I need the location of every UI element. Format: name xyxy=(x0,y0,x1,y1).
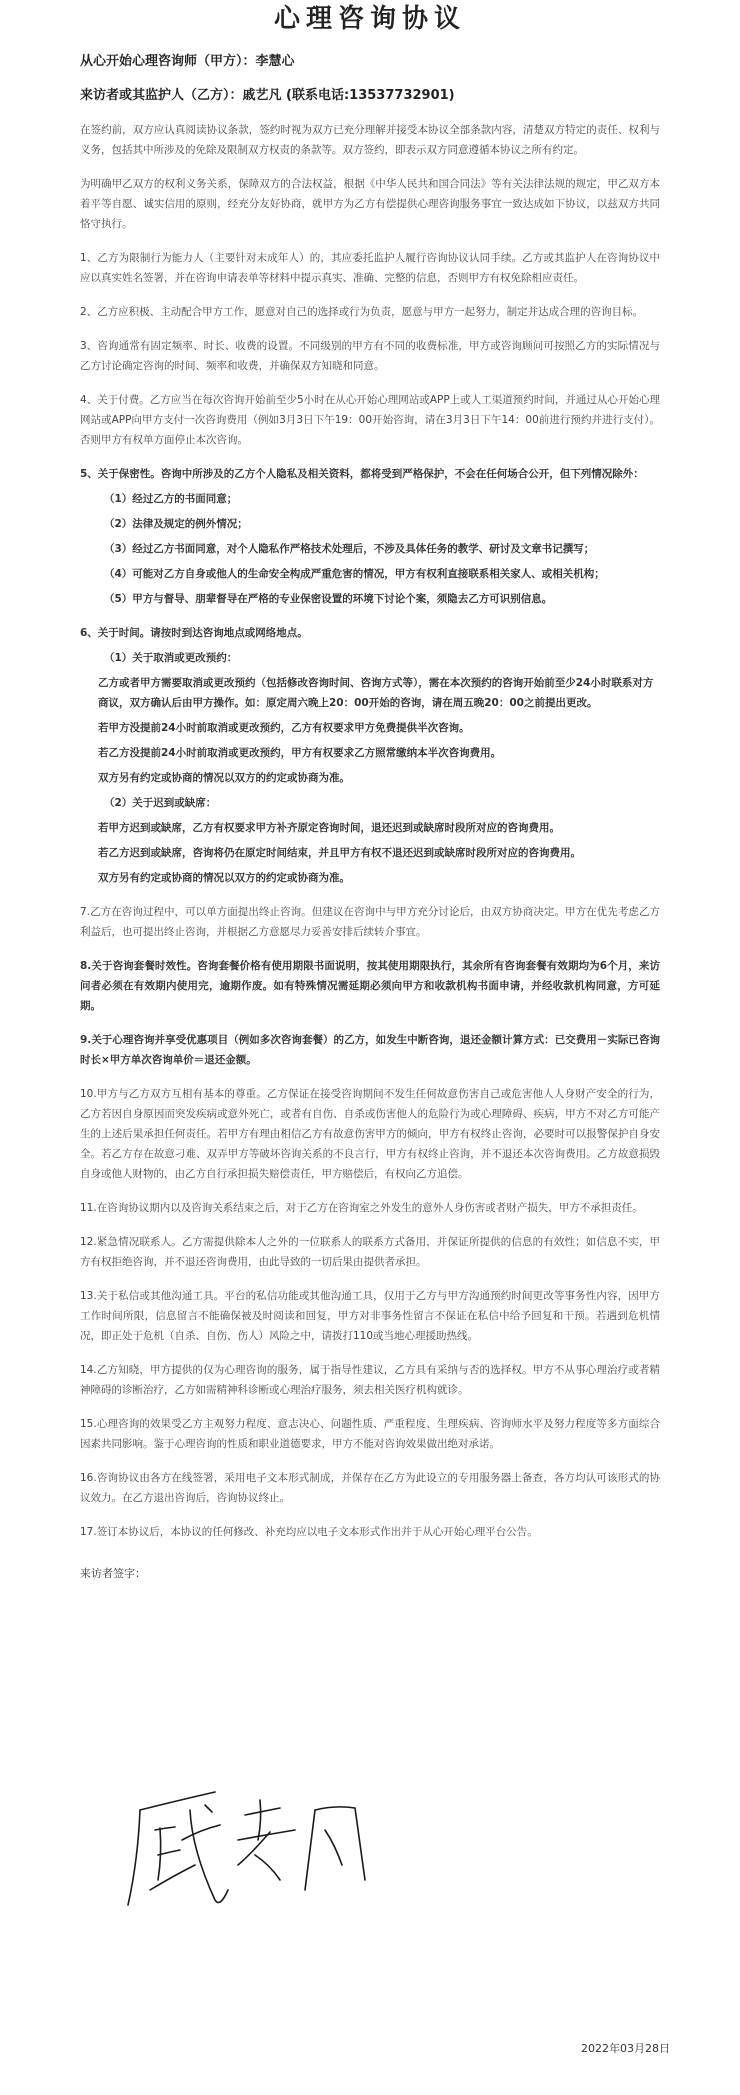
clause-16: 16.咨询协议由各方在线签署，采用电子文本形式制成，并保存在乙方为此设立的专用服务器上备查，各方均认可该形式的协议效力。在乙方退出咨询后，咨询协议终止。 xyxy=(80,1472,660,1504)
clause-9: 9.关于心理咨询并享受优惠项目（例如多次咨询套餐）的乙方，如发生中断咨询，退还金额计算方式：已交费用－实际已咨询时长×甲方单次咨询单价＝退还金额。 xyxy=(80,1034,660,1066)
clause-10: 10.甲方与乙方双方互相有基本的尊重。乙方保证在接受咨询期间不发生任何故意伤害自己或危害他人人身财产安全的行为，乙方若因自身原因而突发疾病或意外死亡，或者有自伤、自杀或伤害他人的危险行为或心理障碍、疾病，甲方不对乙方可能产生的上述后果承担任何责任。若甲方有理由相信乙方有故意伤害甲方的倾向，甲方有权终止咨询，必要时可以报警保护自身安全。若乙方存在故意刁难、双弄甲方等破坏咨询关系的不良言行，甲方有权终止咨询，并不退还本次咨询费用。乙方故意损毁自身或他人财物的，由乙方自行承担损失赔偿责任，甲方赔偿后，有权向乙方追偿。 xyxy=(80,1088,660,1180)
clause-5-item: （5）甲方与督导、朋辈督导在严格的专业保密设置的环境下讨论个案，须隐去乙方可识别信息。 xyxy=(104,593,553,605)
clause-6-sub-1-c: 双方另有约定或协商的情况以双方的约定或协商为准。 xyxy=(98,772,350,784)
clause-5: 5、关于保密性。咨询中所涉及的乙方个人隐私及相关资料，都将受到严格保护，不会在任何场合公开，但下列情况除外： xyxy=(80,468,644,480)
clause-6-sub-1-b: 若乙方没提前24小时前取消或更改预约，甲方有权要求乙方照常缴纳本半次咨询费用。 xyxy=(98,747,502,759)
clause-4: 4、关于付费。乙方应当在每次咨询开始前至少5小时在从心开始心理网站或APP上或人工渠道预约时间，并通过从心开始心理网站或APP向甲方支付一次咨询费用（例如3月3日下午19：00开始咨询，请在3月3日下午14：00前进行预约并进行支付）。否则甲方有权单方面停止本次咨询。 xyxy=(80,394,660,446)
intro-paragraph-1: 在签约前，双方应认真阅读协议条款，签约时视为双方已充分理解并接受本协议全部条款内容，清楚双方特定的责任、权利与义务，包括其中所涉及的免除及限制双方权责的条款等。双方签约，即表示双方同意遵循本协议之所有约定。 xyxy=(80,124,660,156)
clause-6-sub-2: （2）关于迟到或缺席： xyxy=(104,797,217,809)
clause-5-item: （3）经过乙方书面同意，对个人隐私作严格技术处理后，不涉及具体任务的教学、研讨及文章书记撰写； xyxy=(104,543,595,555)
clause-6-sub-1: （1）关于取消或更改预约： xyxy=(104,652,238,664)
page-title: 心理咨询协议 xyxy=(273,4,466,34)
signature-label: 来访者签字： xyxy=(80,1567,146,1580)
clause-6-sub-2-a: 若甲方迟到或缺席，乙方有权要求甲方补齐原定咨询时间，退还迟到或缺席时段所对应的咨询费用。 xyxy=(98,822,560,834)
intro-paragraph-2: 为明确甲乙双方的权利义务关系，保障双方的合法权益，根据《中华人民共和国合同法》等有关法律法规的规定，甲乙双方本着平等自愿、诚实信用的原则，经充分友好协商，就甲方为乙方有偿提供心理咨询服务事宜一致达成如下协议，以兹双方共同恪守执行。 xyxy=(80,178,660,230)
clause-11: 11.在咨询协议期内以及咨询关系结束之后，对于乙方在咨询室之外发生的意外人身伤害或者财产损失，甲方不承担责任。 xyxy=(80,1202,643,1214)
clause-5-item: （4）可能对乙方自身或他人的生命安全构成严重危害的情况，甲方有权利直接联系相关家人、或相关机构； xyxy=(104,568,605,580)
clause-12: 12.紧急情况联系人。乙方需提供除本人之外的一位联系人的联系方式备用，并保证所提供的信息的有效性；如信息不实，甲方有权拒绝咨询，并不退还咨询费用，由此导致的一切后果由提供者承担。 xyxy=(80,1236,660,1268)
clause-3: 3、咨询通常有固定频率、时长、收费的设置。不同级别的甲方有不同的收费标准，甲方或咨询顾问可按照乙方的实际情况与乙方讨论确定咨询的时间、频率和收费，并确保双方知晓和同意。 xyxy=(80,340,660,372)
clause-1: 1、乙方为限制行为能力人（主要针对未成年人）的，其应委托监护人履行咨询协议认同手续。乙方或其监护人在咨询协议中应以真实姓名签署，并在咨询申请表单等材料中提示真实、准确、完整的信息，否则甲方有权免除相应责任。 xyxy=(80,252,660,284)
clause-15: 15.心理咨询的效果受乙方主观努力程度、意志决心、问题性质、严重程度、生理疾病、咨询师水平及努力程度等多方面综合因素共同影响。鉴于心理咨询的性质和职业道德要求，甲方不能对咨询效果做出绝对承诺。 xyxy=(80,1418,660,1450)
clause-7: 7.乙方在咨询过程中，可以单方面提出终止咨询。但建议在咨询中与甲方充分讨论后，由双方协商决定。甲方在优先考虑乙方利益后，也可提出终止咨询，并根据乙方意愿尽力妥善安排后续转介事宜。 xyxy=(80,906,660,938)
clause-17: 17.签订本协议后，本协议的任何修改、补充均应以电子文本形式作出并于从心开始心理平台公告。 xyxy=(80,1526,538,1538)
clause-6-sub-1-text: 乙方或者甲方需要取消或更改预约（包括修改咨询时间、咨询方式等），需在本次预约的咨询开始前至少24小时联系对方商议，双方确认后由甲方操作。如：原定周六晚上20：00开始的咨询，请在周五晚20：00之前提出更改。 xyxy=(98,677,654,709)
handwritten-signature xyxy=(120,1770,380,1920)
clause-2: 2、乙方应积极、主动配合甲方工作，愿意对自己的选择或行为负责，愿意与甲方一起努力，制定并达成合理的咨询目标。 xyxy=(80,306,644,318)
party-a: 从心开始心理咨询师（甲方）：李慧心 xyxy=(80,54,295,69)
clause-6-sub-2-b: 若乙方迟到或缺席，咨询将仍在原定时间结束，并且甲方有权不退还迟到或缺席时段所对应的咨询费用。 xyxy=(98,847,581,859)
clause-6-sub-2-c: 双方另有约定或协商的情况以双方的约定或协商为准。 xyxy=(98,872,350,884)
signature-date: 2022年03月28日 xyxy=(581,2042,670,2055)
party-b: 来访者或其监护人（乙方）：戚艺凡 (联系电话:13537732901) xyxy=(80,88,455,103)
clause-5-item: （2）法律及规定的例外情况； xyxy=(104,518,248,530)
clause-14: 14.乙方知晓，甲方提供的仅为心理咨询的服务，属于指导性建议，乙方具有采纳与否的选择权。甲方不从事心理治疗或者精神障碍的诊断治疗，乙方如需精神科诊断或心理治疗服务，须去相关医疗机构就诊。 xyxy=(80,1364,660,1396)
clause-5-item: （1）经过乙方的书面同意； xyxy=(104,493,238,505)
clause-8: 8.关于咨询套餐时效性。咨询套餐价格有使用期限书面说明，按其使用期限执行，其余所有咨询套餐有效期均为6个月，来访问者必须在有效期内使用完，逾期作废。如有特殊情况需延期必须向甲方和收款机构书面申请，并经收款机构同意，方可延期。 xyxy=(80,960,660,1012)
clause-13: 13.关于私信或其他沟通工具。平台的私信功能或其他沟通工具，仅用于乙方与甲方沟通预约时间更改等事务性内容，因甲方工作时间所限，信息留言不能确保被及时阅读和回复，甲方对非事务性留言不保证在私信中给予回复和干预。若遇到危机情况，即正处于危机（自杀、自伤、伤人）风险之中，请拨打110或当地心理援助热线。 xyxy=(80,1290,660,1342)
clause-6: 6、关于时间。请按时到达咨询地点或网络地点。 xyxy=(80,627,308,639)
clause-6-sub-1-a: 若甲方没提前24小时前取消或更改预约，乙方有权要求甲方免费提供半次咨询。 xyxy=(98,722,470,734)
